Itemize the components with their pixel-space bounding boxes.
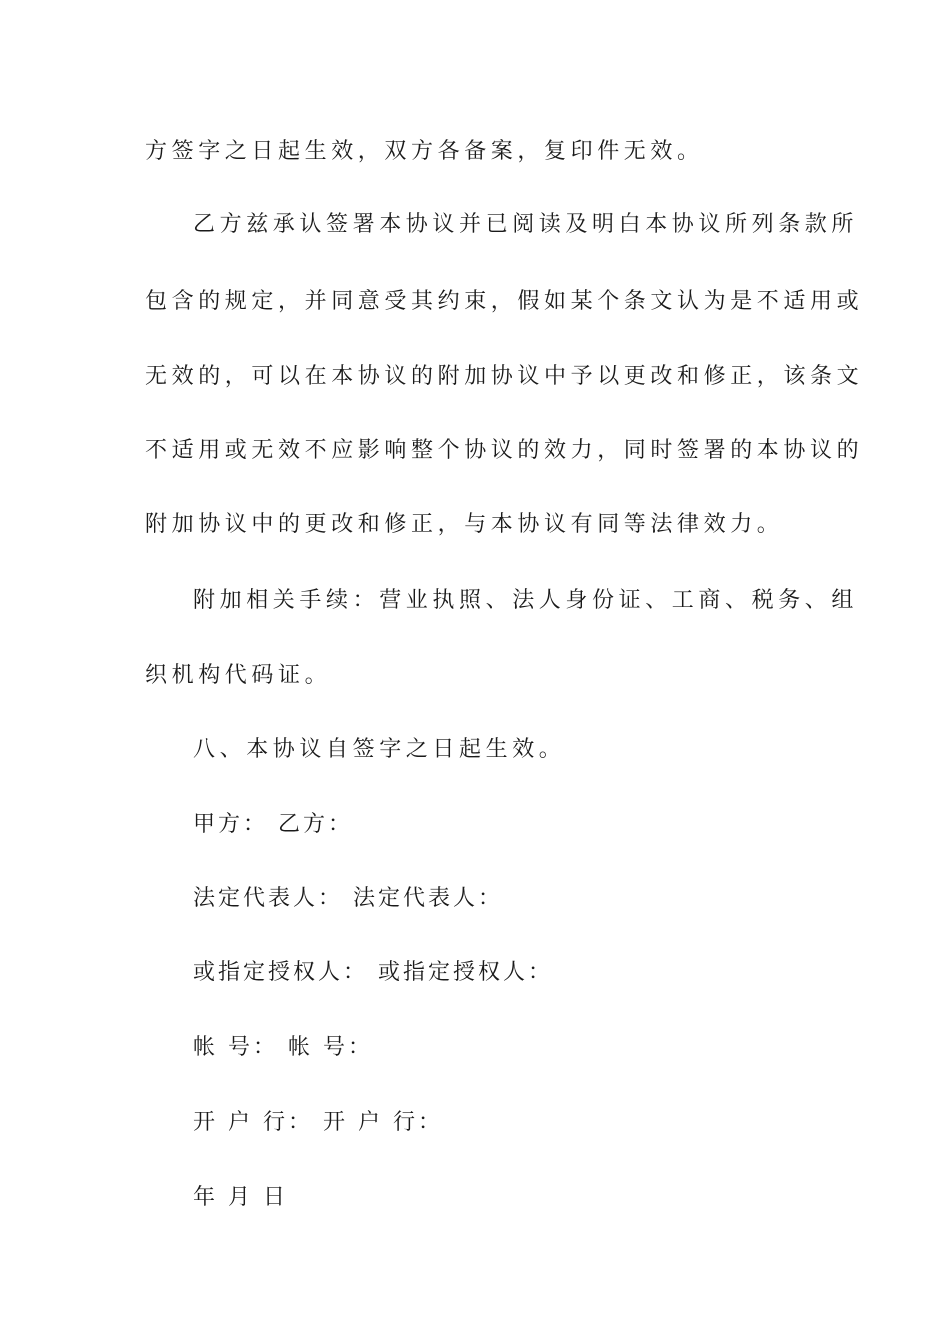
signature-bank: 开 户 行： 开 户 行： [193, 1110, 443, 1135]
paragraph-line: 无效的，可以在本协议的附加协议中予以更改和修正，该条文 [145, 364, 864, 389]
signature-date: 年 月 日 [193, 1185, 288, 1210]
paragraph-line: 附加相关手续：营业执照、法人身份证、工商、税务、组 [193, 588, 859, 613]
signature-party: 甲方： 乙方： [193, 812, 353, 837]
paragraph-line: 附加协议中的更改和修正，与本协议有同等法律效力。 [145, 512, 784, 537]
paragraph-line: 乙方兹承认签署本协议并已阅读及明白本协议所列条款所 [193, 212, 859, 237]
clause-eight: 八、本协议自签字之日起生效。 [193, 737, 566, 762]
paragraph-line: 方签字之日起生效，双方各备案，复印件无效。 [145, 139, 704, 164]
paragraph-line: 包含的规定，并同意受其约束，假如某个条文认为是不适用或 [145, 289, 864, 314]
paragraph-line: 织机构代码证。 [145, 663, 332, 688]
paragraph-line: 不适用或无效不应影响整个协议的效力，同时签署的本协议的 [145, 438, 864, 463]
signature-account: 帐 号： 帐 号： [193, 1035, 373, 1060]
signature-legal-rep: 法定代表人： 法定代表人： [193, 886, 503, 911]
signature-authorized: 或指定授权人： 或指定授权人： [193, 960, 553, 985]
